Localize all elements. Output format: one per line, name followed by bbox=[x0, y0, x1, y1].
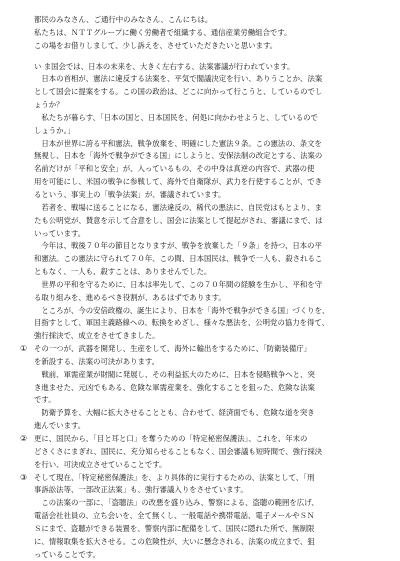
text-line: その一つが、武器を開発し、生産をして、海外に輸出をするために、「防衛装備庁」 bbox=[34, 344, 311, 354]
item-number: ③ bbox=[20, 472, 28, 482]
text-line: 日本が世界に誇る平和憲法、戦争放棄を、明確にした憲法９条。この憲法の、条文を bbox=[34, 138, 322, 148]
text-line: 無視し、日本を「海外で戦争ができる国」にしようと、安保法制の改定とする、法案の bbox=[34, 151, 323, 161]
text-line: いっています。 bbox=[34, 228, 86, 238]
text-line: として国会に提案をする。この国の政治は、どこに向かって行こうと、しているのでし bbox=[34, 87, 323, 97]
text-line: どさくさにまぎれ、国民に、充分知らせることもなく、国会審議も短時間で、強行採決 bbox=[34, 446, 323, 456]
text-line: い ま国会では、日本の未来を、大きく左右する、法案審議が行われています。 bbox=[34, 61, 295, 71]
text-line: を行い、可決成立させていることです。 bbox=[34, 459, 167, 469]
numbered-item-1 bbox=[20, 343, 384, 433]
text-line: 世界の平和を守るために、日本は率先して、この７０年間の経験を生かし、平和を守 bbox=[34, 279, 323, 289]
item-number: ① bbox=[20, 344, 28, 354]
document-page bbox=[20, 14, 384, 561]
text-line: ともなく、一人も、殺すことは、ありませんでした。 bbox=[34, 267, 212, 277]
text-line: ょうか？ bbox=[34, 100, 64, 110]
text-line: 用を可能にし、米国の戦争に参戦して、海外で自衛隊が、武力を行使することが、でき bbox=[34, 177, 323, 187]
text-line: 事訴訟法等、一部改正法案」も、強行審議入りをさせています。 bbox=[34, 485, 248, 495]
body-section bbox=[34, 61, 384, 344]
text-line: たも公明党が、賛意を示して合意をし、国会に法案として提起がされ、審議にまで、は bbox=[34, 215, 323, 225]
text-line: 今年は、戦後７０年の節目となりますが、戦争を放棄した「９条」を持つ、日本の平 bbox=[34, 241, 322, 251]
text-line: です。 bbox=[34, 395, 56, 405]
text-line: 電話会社社員の、立ち会いを、全て無くし、一般電話や携帯電話、電子メールやＳＮ bbox=[34, 511, 315, 521]
text-line: き進ませた、元凶でもある、危険な軍需産業を、強化することを狙った、危険な法案 bbox=[34, 382, 315, 392]
text-line: 防衛予算を、大幅に拡大させることとも、合わせて、経済面でも、危険な道を突き bbox=[34, 408, 315, 418]
intro-section bbox=[34, 14, 384, 53]
text-line: そして現在、「特定秘密保護法」を、より具体的に実行するための、法案として、「刑 bbox=[34, 472, 315, 482]
text-line: 都民のみなさん、ご通行中のみなさん、こんにちは。 bbox=[34, 15, 213, 24]
text-line: 和憲法。この憲法に守られて７０年、この間、日本国民は、戦争で一人も、殺されるこ bbox=[34, 254, 323, 264]
text-line: 強行採決で、成立をさせてきました。 bbox=[34, 331, 160, 341]
text-line: 更に、国民から、「目と耳と口」を奪うための「特定秘密保護法」、これを、年末の bbox=[34, 434, 308, 443]
item-number: ② bbox=[20, 434, 28, 443]
text-line: 進んでいます。 bbox=[34, 421, 86, 431]
text-line: この場をお借りしまして、少し訴えを、させていただきたいと思います。 bbox=[34, 40, 278, 50]
text-line: この法案の一部に、「盗聴法」の改悪を盛り込み、警察による、盗聴の範囲を広げ、 bbox=[34, 498, 319, 508]
text-line: 目指すとして、軍国主義路線への、転換をめざし、様々な悪法を、公明党の協力を得て、 bbox=[34, 318, 330, 328]
numbered-item-3 bbox=[20, 472, 384, 561]
text-line: を新設する、法案の可決があります。 bbox=[34, 356, 160, 366]
numbered-item-2 bbox=[20, 433, 384, 472]
text-line: っていることです。 bbox=[34, 549, 100, 559]
text-line: る取り組みを、進めるべき役割が、あるはずであります。 bbox=[34, 292, 226, 302]
text-line: 名前だけが「平和と安全」が、入っているもの、その中身は真逆の内容で、武器の使 bbox=[34, 164, 315, 174]
paragraph-gap bbox=[34, 53, 384, 61]
text-line: Ｓにまで、盗聴ができる装置を、警察内部に配備をして、国民に隠れた所で、無制限 bbox=[34, 523, 315, 533]
text-line: 私たちは、ＮＴＴグループに働く労働者で組織する、通信産業労働組合です。 bbox=[34, 27, 292, 37]
text-line: 私たちが暮らす、「日本の国と、日本国民を、何処に向かわせようと、しているので bbox=[34, 112, 318, 122]
text-line: 戦前、軍需産業が財閥に発展し、その利益拡大のために、日本を侵略戦争へと、突 bbox=[34, 369, 315, 379]
text-line: に、情報取集を拡大させる。この危険性が、大いに懸念される、法案の成立まで、狙 bbox=[34, 536, 315, 546]
text-line: ところが、今の安倍政権の、誕生により、日本を「海外で戦争ができる国」づくりを、 bbox=[34, 305, 330, 315]
text-line: 若者を、戦場に送ることになる、憲法違反の、稀代の悪法に、自民党はもとより、ま bbox=[34, 202, 322, 212]
text-line: しょうか。」 bbox=[34, 125, 75, 135]
text-line: るという、事実上の「戦争法案」が、審議されています。 bbox=[34, 189, 226, 199]
text-line: 日本の首相が、憲法に違反する法案を、平気で閣議決定を行い、ありうことか、法案 bbox=[34, 74, 323, 84]
